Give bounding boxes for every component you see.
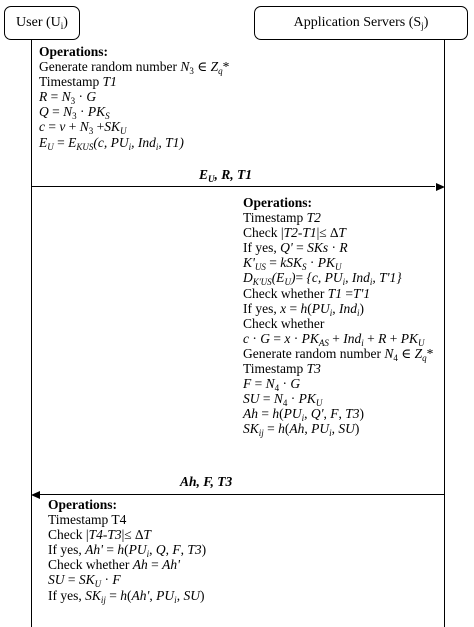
op-generate-n3: Generate random number $N_3$ ∈ $Z_q*$ bbox=[39, 59, 230, 77]
op-check-t4-t3: Check |T4-T3|≤ ∆T bbox=[48, 527, 151, 543]
user-operations-block-2 bbox=[48, 497, 206, 603]
message-1-arrowhead bbox=[436, 183, 445, 191]
op-compute-su: SU = $N_4 \cdot PK_U$ bbox=[243, 391, 323, 409]
op-compute-r: $R = N_3 \cdot G$ bbox=[39, 89, 97, 107]
server-actor-box bbox=[254, 6, 468, 40]
message-2-arrow-line bbox=[40, 494, 444, 495]
op-timestamp-t3: Timestamp T3 bbox=[243, 361, 321, 377]
op-compute-eu: $E_U = E_{KUS}(c$, $PU_i$, Ind$_i$, T1) bbox=[39, 134, 184, 152]
op-compute-kus-prime: $K'_{US} = kSK_S \cdot PK_U$ bbox=[243, 255, 342, 273]
user-actor-label: User $(U_i)$ bbox=[16, 15, 68, 31]
op-check-ah: Check whether Ah = Ah' bbox=[48, 557, 180, 573]
user-lifeline bbox=[31, 40, 32, 627]
message-1-label: $E_U$, R, T1 bbox=[199, 167, 253, 184]
server-operations-block bbox=[243, 195, 433, 437]
op-generate-n4: Generate random number $N_4$ ∈ $Z_q*$ bbox=[243, 345, 434, 363]
op-compute-f: $F = N_4 \cdot G$ bbox=[243, 376, 301, 394]
op-compute-ah-prime: If yes, $Ah' = h(PU_i$, Q, F, T3) bbox=[48, 542, 207, 560]
op-check-whether: Check whether bbox=[243, 315, 325, 331]
op-compute-q: $Q = N_3 \cdot PK_S$ bbox=[39, 104, 110, 122]
op-timestamp-t1: Timestamp T1 bbox=[39, 74, 117, 90]
server-actor-label: Application Servers $(S_j)$ bbox=[293, 15, 429, 31]
user-operations-block-1 bbox=[39, 44, 229, 150]
user-actor-box bbox=[4, 6, 80, 40]
op-compute-ah: $Ah = h(PU_i$, Q', F, T3) bbox=[243, 406, 365, 424]
op-compute-x: If yes, $x = h(PU_i$, Ind$_i$) bbox=[243, 300, 365, 318]
op-verify-equation: $c \cdot G = x \cdot PK_{AS} + Ind_i + R + PK_U$ bbox=[243, 330, 425, 348]
op-compute-c: $c = v + N_3 +SK_U$ bbox=[39, 119, 127, 137]
op-compute-su-user: SU = $SK_U \cdot F$ bbox=[48, 572, 121, 590]
message-2-label: Ah, F, T3 bbox=[180, 474, 233, 489]
message-2-arrowhead bbox=[31, 491, 40, 499]
op-check-t1: Check whether T1 =T'1 bbox=[243, 285, 371, 301]
operations-title: Operations: bbox=[243, 195, 312, 210]
operations-title: Operations: bbox=[39, 44, 108, 59]
operations-title: Operations: bbox=[48, 497, 117, 512]
server-lifeline bbox=[444, 40, 445, 627]
op-compute-skij: $SK_{ij} = h(Ah$, $PU_i$, SU) bbox=[243, 421, 360, 439]
message-1-arrow-line bbox=[31, 186, 435, 187]
op-check-t2-t1: Check |T2-T1|≤ ∆T bbox=[243, 225, 346, 241]
op-timestamp-t2: Timestamp T2 bbox=[243, 210, 321, 226]
op-compute-skij-user: If yes, $SK_{ij} = h(Ah'$, $PU_i$, SU) bbox=[48, 587, 205, 605]
op-timestamp-t4: Timestamp T4 bbox=[48, 512, 127, 528]
op-decrypt-eu: $D_{K'US}(E_U)= \{c$, $PU_i$, Ind$_i$, T'1} bbox=[243, 270, 402, 288]
op-compute-q-prime: If yes, Q' = SKs · R bbox=[243, 240, 348, 256]
